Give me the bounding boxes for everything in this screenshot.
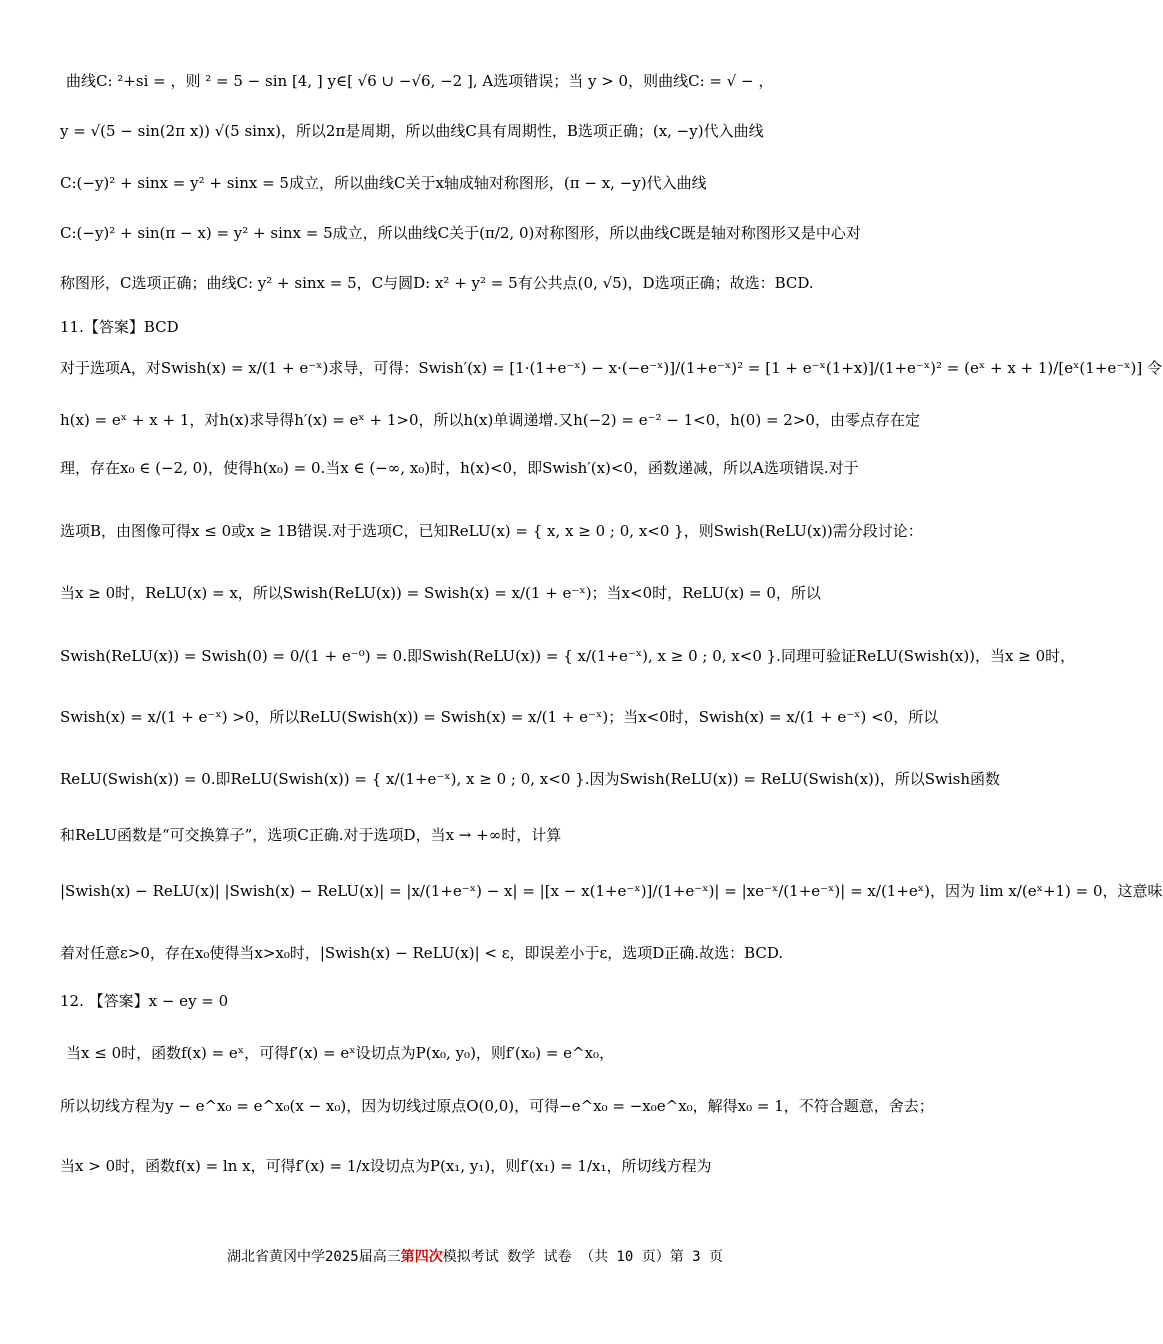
text-line: 称图形，C选项正确；曲线C: y² + sinx = 5，C与圆D: x² + y² = 5有公共点(0, √5)，D选项正确；故选：BCD. (60, 274, 814, 292)
text-line: ReLU(Swish(x)) = 0.即ReLU(Swish(x)) = { x/(1+e⁻ˣ), x ≥ 0 ; 0, x<0 }.因为Swish(ReLU(x)) = ReLU(Swish(x))，所以Swish函数 (60, 770, 1001, 788)
text-line: 当x ≤ 0时，函数f(x) = eˣ，可得f′(x) = eˣ设切点为P(x₀, y₀)，则f′(x₀) = e^x₀， (66, 1044, 615, 1062)
footer-school-text: 湖北省黄冈中学2025届高三 (226, 1249, 401, 1265)
text-line: 当x > 0时，函数f(x) = ln x，可得f′(x) = 1/x设切点为P(x₁, y₁)，则f′(x₁) = 1/x₁，所切线方程为 (60, 1157, 712, 1175)
page-footer (0, 1246, 950, 1266)
text-line: 对于选项A，对Swish(x) = x/(1 + e⁻ˣ)求导，可得：Swish′(x) = [1·(1+e⁻ˣ) − x·(−e⁻ˣ)]/(1+e⁻ˣ)² = [1 + e⁻ˣ(1+x)]/(1+e⁻ˣ)² = (eˣ + x + 1)/[eˣ(1+e⁻ˣ)] 令 (60, 359, 1163, 377)
text-line: h(x) = eˣ + x + 1，对h(x)求导得h′(x) = eˣ + 1>0，所以h(x)单调递增.又h(−2) = e⁻² − 1<0，h(0) = 2>0，由零点存在定 (60, 411, 920, 429)
text-line: Swish(ReLU(x)) = Swish(0) = 0/(1 + e⁻⁰) = 0.即Swish(ReLU(x)) = { x/(1+e⁻ˣ), x ≥ 0 ; 0, x<0 }.同理可验证ReLU(Swish(x))，当x ≥ 0时， (60, 647, 1076, 665)
text-line: C:(−y)² + sin(π − x) = y² + sinx = 5成立，所以曲线C关于(π/2, 0)对称图形，所以曲线C既是轴对称图形又是中心对 (60, 224, 861, 242)
footer-exam-info: 模拟考试 数学 试卷 （共 10 页）第 3 页 (442, 1249, 723, 1265)
footer-exam-round: 第四次 (400, 1249, 443, 1265)
text-line: 选项B，由图像可得x ≤ 0或x ≥ 1B错误.对于选项C，已知ReLU(x) = { x, x ≥ 0 ; 0, x<0 }，则Swish(ReLU(x))需分段讨论： (60, 522, 923, 540)
answer-heading-12: 12. 【答案】x − ey = 0 (60, 992, 229, 1010)
text-line: 曲线C: ²+si = ，则 ² = 5 − sin [4, ] y∈[ √6 ∪ −√6, −2 ], A选项错误；当 y > 0，则曲线C: = √ − ， (66, 72, 774, 90)
text-line: Swish(x) = x/(1 + e⁻ˣ) >0，所以ReLU(Swish(x)) = Swish(x) = x/(1 + e⁻ˣ)；当x<0时，Swish(x) = x/(1 + e⁻ˣ) <0，所以 (60, 708, 939, 726)
text-line: 和ReLU函数是“可交换算子”，选项C正确.对于选项D，当x → +∞时，计算 (60, 826, 562, 844)
text-line: 所以切线方程为y − e^x₀ = e^x₀(x − x₀)，因为切线过原点O(0,0)，可得−e^x₀ = −x₀e^x₀，解得x₀ = 1，不符合题意，舍去； (60, 1097, 934, 1115)
text-line: y = √(5 − sin(2π x)) √(5 sinx)，所以2π是周期，所以曲线C具有周期性，B选项正确；(x, −y)代入曲线 (60, 122, 764, 140)
text-line: |Swish(x) − ReLU(x)| |Swish(x) − ReLU(x)| = |x/(1+e⁻ˣ) − x| = |[x − x(1+e⁻ˣ)]/(1+e⁻ˣ)| = |xe⁻ˣ/(1+e⁻ˣ)| = x/(1+eˣ)，因为 lim x/(eˣ+1) = 0，这意味 (60, 882, 1163, 900)
text-line: 理，存在x₀ ∈ (−2, 0)，使得h(x₀) = 0.当x ∈ (−∞, x₀)时，h(x)<0，即Swish′(x)<0，函数递减，所以A选项错误.对于 (60, 459, 859, 477)
text-line: C:(−y)² + sinx = y² + sinx = 5成立，所以曲线C关于x轴成轴对称图形，(π − x, −y)代入曲线 (60, 174, 707, 192)
text-line: 当x ≥ 0时，ReLU(x) = x，所以Swish(ReLU(x)) = Swish(x) = x/(1 + e⁻ˣ)；当x<0时，ReLU(x) = 0，所以 (60, 584, 821, 602)
answer-heading-11: 11.【答案】BCD (60, 318, 179, 336)
text-line: 着对任意ε>0，存在x₀使得当x>x₀时，|Swish(x) − ReLU(x)| < ε，即误差小于ε，选项D正确.故选：BCD. (60, 944, 784, 962)
